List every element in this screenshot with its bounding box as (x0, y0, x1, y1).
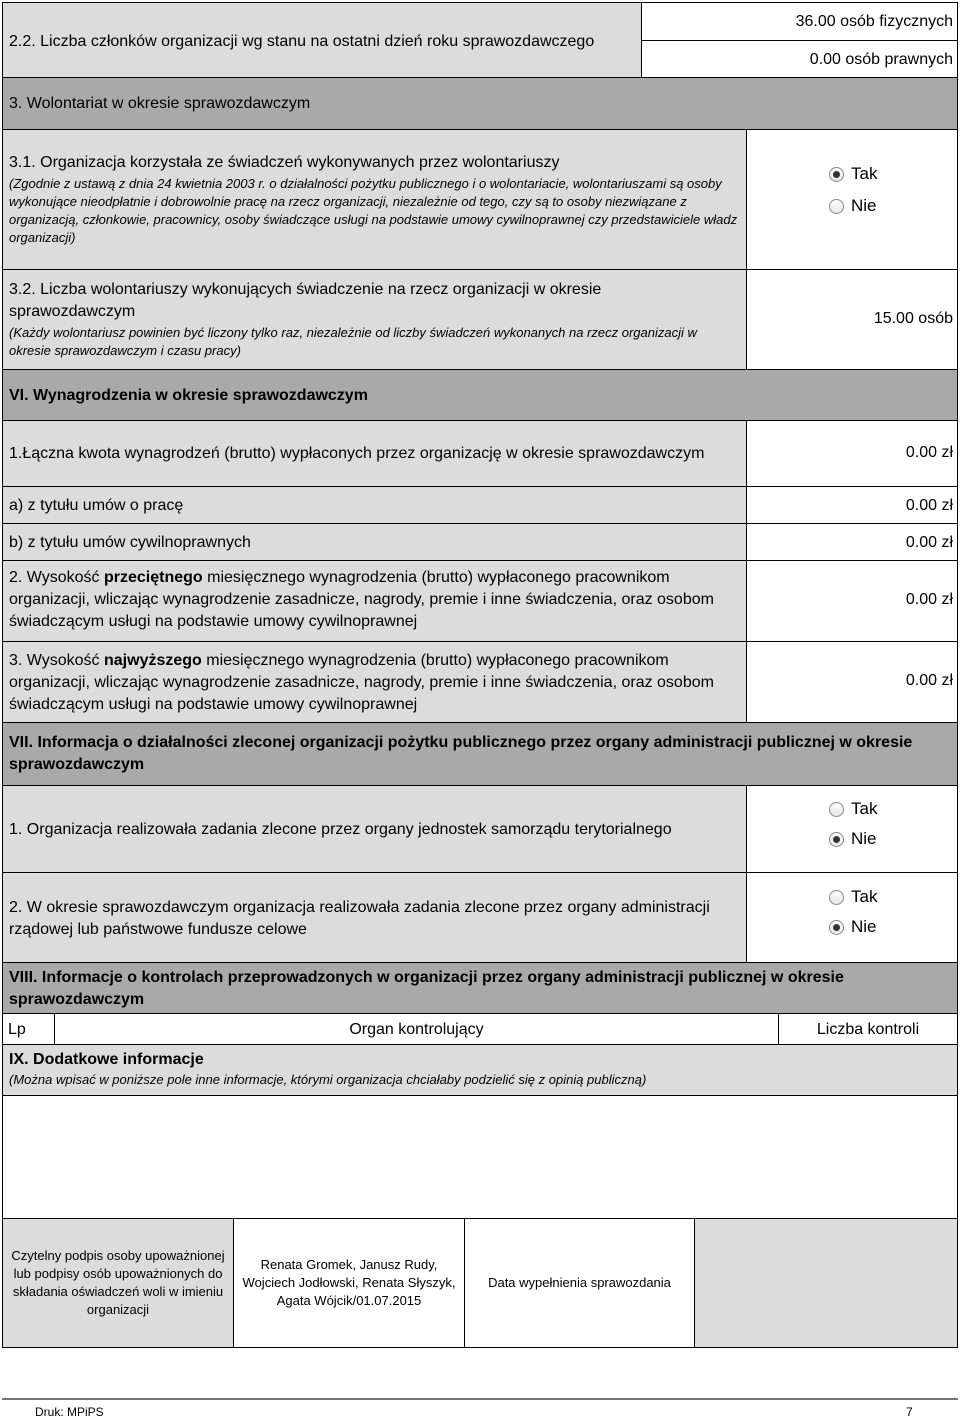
footer-print-label: Druk: MPiPS (35, 1405, 104, 1419)
government-tasks-label: 2. W okresie sprawozdawczym organizacja realizowała zadania zlecone przez organy administracji rządowej lub państwowe fundusze celowe (9, 899, 710, 938)
additional-info-box[interactable] (2, 1095, 958, 1219)
employment-salary-label: a) z tytułu umów o pracę (9, 497, 184, 514)
volunteers-count-value-cell (746, 269, 958, 370)
members-natural-cell (641, 2, 958, 41)
total-salary-label: 1.Łączna kwota wynagrodzeń (brutto) wypłaconych przez organizację w okresie sprawozdawczym (9, 445, 705, 462)
average-salary-value: 0.00 zł (905, 591, 953, 608)
controls-col-organ-label: Organ kontrolujący (349, 1021, 484, 1038)
members-label-cell (2, 2, 642, 78)
total-salary-value: 0.00 zł (905, 444, 953, 461)
civil-salary-value: 0.00 zł (905, 534, 953, 551)
total-salary-value-cell (746, 420, 958, 487)
average-salary-value-cell (746, 560, 958, 642)
signature-value-cell[interactable] (233, 1218, 465, 1348)
volunteers-used-yes[interactable] (829, 164, 877, 184)
government-tasks-answer (746, 872, 958, 963)
footer-rule (2, 1398, 958, 1400)
signature-label-text: Czytelny podpis osoby upoważnionej lub podpisy osób upoważnionych do składania oświadczeń woli w imieniu organizacji (11, 1248, 225, 1317)
volunteers-count-note: (Każdy wolontariusz powinien być liczony tylko raz, niezależnie od liczby świadczeń wykonanych na rzecz organizacji w okresie sprawozdawczym i czasu pracy) (9, 325, 697, 358)
controls-col-lp-label: Lp (8, 1021, 26, 1038)
section-7-title: VII. Informacja o działalności zleconej organizacji pożytku publicznego przez organy administracji publicznej w okresie sprawozdawczym (9, 734, 913, 773)
government-tasks-no-label: Nie (851, 917, 877, 936)
local-tasks-answer (746, 785, 958, 873)
average-salary-keyword: przeciętnego (104, 569, 203, 586)
local-tasks-yes[interactable] (829, 799, 877, 819)
volunteers-count-title: 3.2. Liczba wolontariuszy wykonujących świadczenie na rzecz organizacji w okresie sprawozdawczym (9, 281, 602, 320)
employment-salary-value-cell (746, 486, 958, 524)
local-tasks-yes-label: Tak (851, 799, 878, 818)
average-salary-suffix: miesięcznego wynagrodzenia (brutto) wypłaconego pracownikom organizacji, wliczając wynagrodzenie zasadnicze, nagrody, premie i inne świadczenia, oraz osobom świadczącym usługi na podstawie umowy cywilnoprawnej (9, 569, 714, 630)
volunteers-used-no[interactable] (829, 196, 877, 216)
members-natural-value: 36.00 osób fizycznych (795, 13, 953, 30)
section-8-heading (2, 962, 958, 1014)
footer-page-number: 7 (906, 1405, 913, 1419)
volunteers-used-answer (746, 129, 958, 270)
controls-col-count-label: Liczba kontroli (816, 1021, 920, 1038)
radio-empty-icon[interactable] (829, 802, 844, 817)
controls-col-organ (54, 1013, 779, 1045)
civil-salary-label: b) z tytułu umów cywilnoprawnych (9, 534, 251, 551)
radio-selected-icon[interactable] (829, 920, 844, 935)
members-legal-cell (641, 40, 958, 78)
radio-empty-icon[interactable] (829, 199, 844, 214)
local-tasks-no-label: Nie (851, 829, 877, 848)
highest-salary-prefix: 3. Wysokość (9, 652, 104, 669)
radio-selected-icon[interactable] (829, 832, 844, 847)
radio-selected-icon[interactable] (829, 167, 844, 182)
highest-salary-value: 0.00 zł (905, 672, 953, 689)
signature-label (4, 1218, 232, 1348)
volunteers-used-yes-label: Tak (851, 164, 878, 183)
volunteers-used-cell (2, 129, 747, 270)
average-salary-cell (2, 560, 747, 642)
members-legal-value: 0.00 osób prawnych (809, 51, 953, 68)
section-8-title: VIII. Informacje o kontrolach przeprowadzonych w organizacji przez organy administracji publicznej w okresie sprawozdawczym (9, 969, 844, 1008)
average-salary-prefix: 2. Wysokość (9, 569, 104, 586)
controls-col-lp (2, 1013, 55, 1045)
fill-date-label: Data wypełnienia sprawozdania (488, 1275, 671, 1290)
employment-salary-value: 0.00 zł (905, 497, 953, 514)
fill-date-cell[interactable] (464, 1218, 695, 1348)
government-tasks-no[interactable] (829, 917, 877, 937)
section-6-title: VI. Wynagrodzenia w okresie sprawozdawczym (9, 387, 368, 404)
government-tasks-yes[interactable] (829, 887, 877, 907)
section-7-heading (2, 722, 958, 786)
volunteers-used-note: (Zgodnie z ustawą z dnia 24 kwietnia 2003 r. o działalności pożytku publicznego i o wolontariacie, wolontariuszami są osoby wykonujące nieodpłatnie i dobrowolnie pracę na rzecz organizacji, niezależnie od tego, czy są to osoby niezwiązane z organizacją, członkowie, pracownicy, osoby świadczące usługi na podstawie umowy cywilnoprawnej czy przedstawiciele władz organizacji) (9, 176, 738, 245)
highest-salary-keyword: najwyższego (104, 652, 202, 669)
section-9-title: IX. Dodatkowe informacje (9, 1051, 204, 1068)
average-salary-label (9, 567, 744, 633)
section-9-heading (2, 1044, 958, 1096)
local-tasks-cell (2, 785, 747, 873)
section-9-note: (Można wpisać w poniższe pole inne informacje, którymi organizacja chciałaby podzielić się z opinią publiczną) (9, 1072, 647, 1087)
section-3-title: 3. Wolontariat w okresie sprawozdawczym (9, 95, 311, 112)
volunteers-count-cell (2, 269, 747, 370)
total-salary-cell (2, 420, 747, 487)
volunteers-count-value: 15.00 osób (873, 310, 953, 327)
highest-salary-suffix: miesięcznego wynagrodzenia (brutto) wypłaconego pracownikom organizacji, wliczając wynagrodzenie zasadnicze, nagrody, premie i inne świadczenia, oraz osobom świadczącym usługi na podstawie umowy cywilnoprawnej (9, 652, 714, 713)
section-6-heading (2, 369, 958, 421)
members-label: 2.2. Liczba członków organizacji wg stanu na ostatni dzień roku sprawozdawczego (9, 33, 595, 50)
civil-salary-value-cell (746, 523, 958, 561)
government-tasks-cell (2, 872, 747, 963)
civil-salary-cell (2, 523, 747, 561)
controls-col-count (778, 1013, 958, 1045)
radio-empty-icon[interactable] (829, 890, 844, 905)
government-tasks-yes-label: Tak (851, 887, 878, 906)
highest-salary-label (9, 650, 744, 716)
signature-value: Renata Gromek, Janusz Rudy, Wojciech Jodłowski, Renata Słyszyk, Agata Wójcik/01.07.2015 (242, 1257, 456, 1308)
volunteers-used-no-label: Nie (851, 196, 877, 215)
local-tasks-label: 1. Organizacja realizowała zadania zlecone przez organy jednostek samorządu terytorialnego (9, 821, 672, 838)
highest-salary-value-cell (746, 641, 958, 723)
highest-salary-cell (2, 641, 747, 723)
volunteers-used-title: 3.1. Organizacja korzystała ze świadczeń wykonywanych przez wolontariuszy (9, 154, 560, 171)
section-3-heading (2, 77, 958, 130)
employment-salary-cell (2, 486, 747, 524)
local-tasks-no[interactable] (829, 829, 877, 849)
